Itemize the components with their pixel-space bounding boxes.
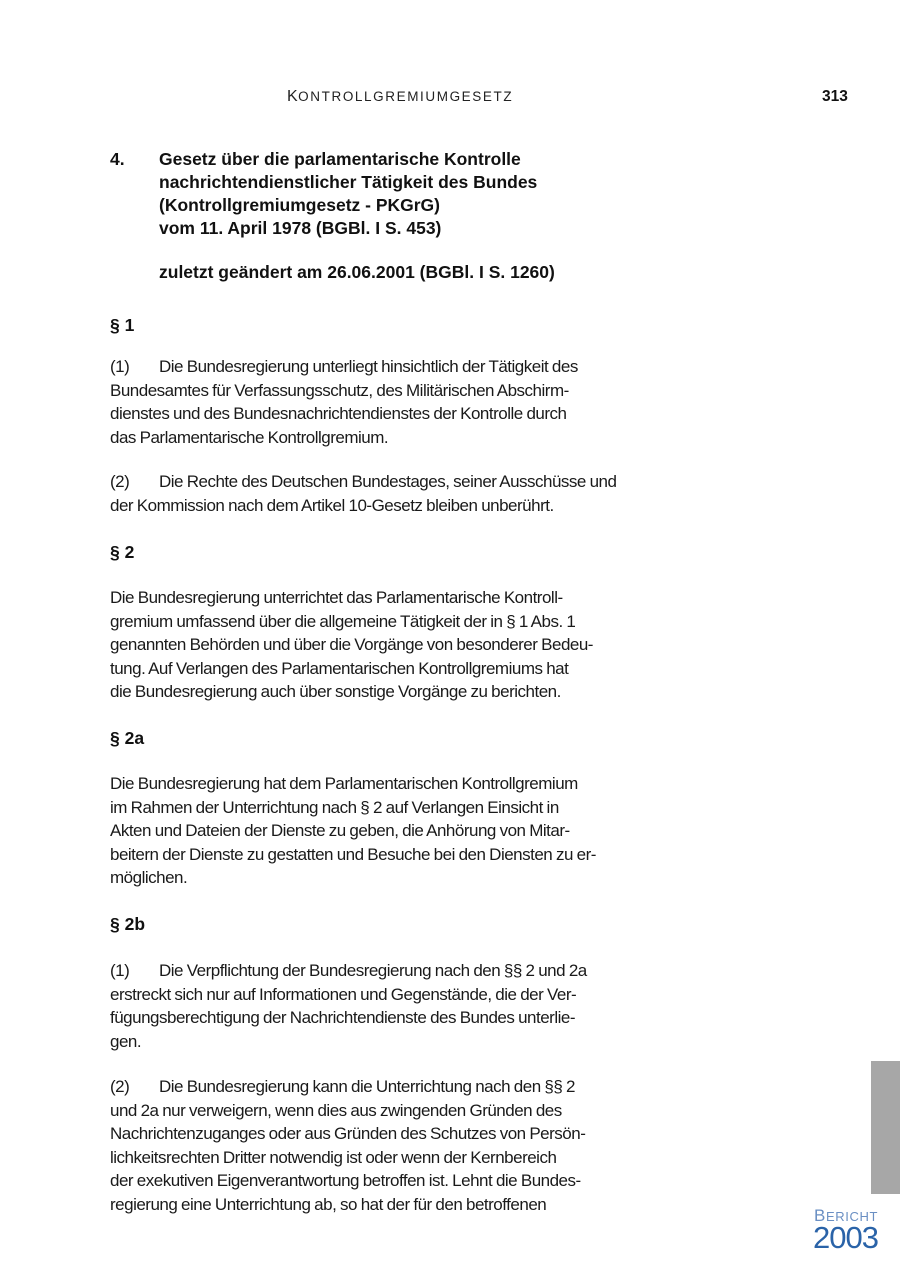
running-head-initial: K <box>287 88 299 105</box>
text-line: dienstes und des Bundesnachrichtendienstes der Kontrolle durch <box>110 404 567 423</box>
text-line-content: Die Verpflichtung der Bundesregierung nach den §§ 2 und 2a <box>159 961 587 980</box>
text-line <box>110 470 680 494</box>
amendment-note: zuletzt geändert am 26.06.2001 (BGBl. I S. 1260) <box>159 262 555 282</box>
text-line-content: Die Bundesregierung kann die Unterrichtung nach den §§ 2 <box>159 1077 575 1096</box>
text-line: der Kommission nach dem Artikel 10-Gesetz bleiben unberührt. <box>110 495 554 515</box>
law-title-line: vom 11. April 1978 (BGBl. I S. 453) <box>159 218 442 238</box>
text-line: im Rahmen der Unterrichtung nach § 2 auf Verlangen Einsicht in <box>110 797 559 817</box>
text-line: lichkeitsrechten Dritter notwendig ist oder wenn der Kernbereich <box>110 1147 557 1167</box>
text-line-content: Die Bundesregierung unterliegt hinsichtlich der Tätigkeit des <box>159 357 578 376</box>
text-line: Die Bundesregierung hat dem Parlamentarischen Kontrollgremium <box>110 774 578 793</box>
brand-initial: B <box>814 1206 826 1225</box>
running-head <box>287 88 513 106</box>
paragraph-number: (1) <box>110 961 130 980</box>
law-title-line: nachrichtendienstlicher Tätigkeit des Bundes <box>159 172 538 192</box>
text-line: möglichen. <box>110 868 188 887</box>
section-heading-2a: § 2a <box>110 728 145 748</box>
paragraph-number: (1) <box>110 357 130 376</box>
law-title-lines <box>159 148 670 240</box>
brand-year: 2003 <box>813 1220 878 1255</box>
section-heading-1: § 1 <box>110 315 135 335</box>
text-line: Bundesamtes für Verfassungsschutz, des Militärischen Abschirm- <box>110 380 569 400</box>
text-line: gremium umfassend über die allgemeine Tätigkeit der in § 1 Abs. 1 <box>110 611 576 631</box>
text-line <box>110 1075 680 1099</box>
text-line: Akten und Dateien der Dienste zu geben, die Anhörung von Mitar- <box>110 821 570 840</box>
text-line: regierung eine Unterrichtung ab, so hat der für den betroffenen <box>110 1194 547 1214</box>
side-thumb-tab <box>871 1061 900 1194</box>
text-line: tung. Auf Verlangen des Parlamentarischen Kontrollgremiums hat <box>110 658 569 678</box>
paragraph-number: (2) <box>110 472 130 491</box>
section-1-paragraph-1 <box>110 355 680 449</box>
text-line: beitern der Dienste zu gestatten und Besuche bei den Diensten zu er- <box>110 844 596 864</box>
report-brand <box>808 1207 878 1253</box>
text-line: Die Bundesregierung unterrichtet das Parlamentarische Kontroll- <box>110 588 563 607</box>
section-2b-paragraph-2 <box>110 1075 680 1216</box>
text-line: die Bundesregierung auch über sonstige Vorgänge zu berichten. <box>110 682 561 701</box>
text-line: gen. <box>110 1031 142 1051</box>
text-line: der exekutiven Eigenverantwortung betroffen ist. Lehnt die Bundes- <box>110 1171 581 1190</box>
section-2-text <box>110 586 680 704</box>
law-title-line: (Kontrollgremiumgesetz - PKGrG) <box>159 195 440 215</box>
section-2b-paragraph-1 <box>110 959 680 1053</box>
law-number: 4. <box>110 149 125 169</box>
section-1-paragraph-2 <box>110 470 680 517</box>
paragraph-number: (2) <box>110 1077 130 1096</box>
text-line-content: Die Rechte des Deutschen Bundestages, seiner Ausschüsse und <box>159 472 617 491</box>
text-line <box>110 959 680 983</box>
running-head-rest: ONTROLLGREMIUMGESETZ <box>298 89 514 104</box>
brand-word-rest: ERICHT <box>826 1209 878 1224</box>
text-line: genannten Behörden und über die Vorgänge von besonderer Bedeu- <box>110 635 593 654</box>
text-line: fügungsberechtigung der Nachrichtendienste des Bundes unterlie- <box>110 1008 575 1027</box>
text-line: erstreckt sich nur auf Informationen und Gegenstände, die der Ver- <box>110 984 577 1004</box>
text-line <box>110 355 680 379</box>
text-line: das Parlamentarische Kontrollgremium. <box>110 427 389 447</box>
section-2a-text <box>110 772 680 890</box>
text-line: Nachrichtenzuganges oder aus Gründen des Schutzes von Persön- <box>110 1124 586 1143</box>
page-number: 313 <box>822 88 848 105</box>
section-heading-2: § 2 <box>110 542 135 562</box>
law-title <box>110 148 670 240</box>
text-line: und 2a nur verweigern, wenn dies aus zwingenden Gründen des <box>110 1100 562 1120</box>
section-heading-2b: § 2b <box>110 914 146 934</box>
law-title-line: Gesetz über die parlamentarische Kontrolle <box>159 149 521 169</box>
